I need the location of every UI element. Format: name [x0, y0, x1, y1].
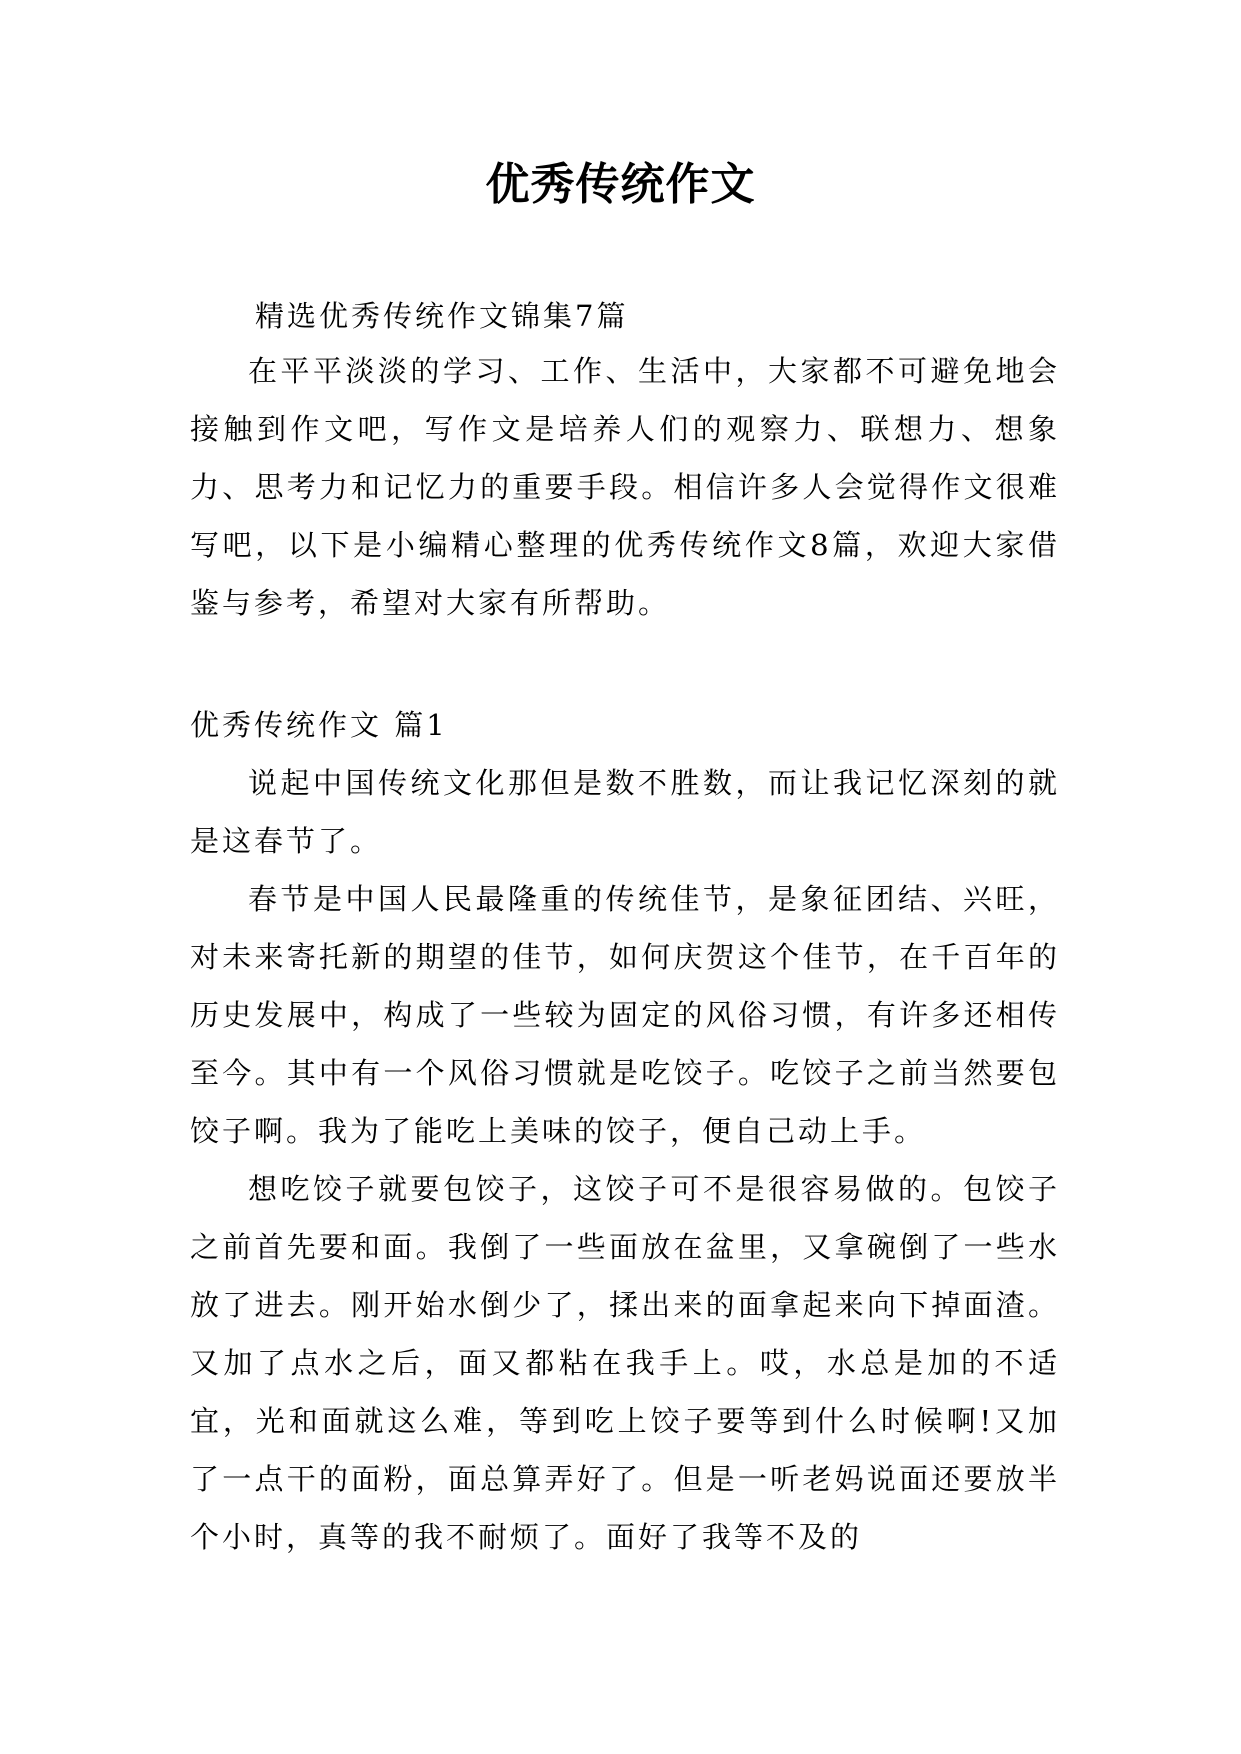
intro-section: [190, 342, 1060, 632]
essay-paragraph: 说起中国传统文化那但是数不胜数，而让我记忆深刻的就是这春节了。: [190, 766, 1060, 858]
essay-paragraph: 春节是中国人民最隆重的传统佳节，是象征团结、兴旺，对未来寄托新的期望的佳节，如何庆贺这个佳节，在千百年的历史发展中，构成了一些较为固定的风俗习惯，有许多还相传至今。其中有一个风俗习惯就是吃饺子。吃饺子之前当然要包饺子啊。我为了能吃上美味的饺子，便自己动上手。: [190, 882, 1060, 1148]
intro-paragraph: 在平平淡淡的学习、工作、生活中，大家都不可避免地会接触到作文吧，写作文是培养人们的观察力、联想力、想象力、思考力和记忆力的重要手段。相信许多人会觉得作文很难写吧，以下是小编精心整理的优秀传统作文8篇，欢迎大家借鉴与参考，希望对大家有所帮助。: [190, 354, 1060, 620]
essay-body: [190, 754, 1060, 1566]
section-heading: 优秀传统作文 篇1: [190, 708, 448, 742]
document-title: 优秀传统作文: [485, 159, 756, 210]
document-subtitle: 精选优秀传统作文锦集7篇: [255, 299, 629, 333]
essay-paragraph: 想吃饺子就要包饺子，这饺子可不是很容易做的。包饺子之前首先要和面。我倒了一些面放在盆里，又拿碗倒了一些水放了进去。刚开始水倒少了，揉出来的面拿起来向下掉面渣。又加了点水之后，面又都粘在我手上。哎，水总是加的不适宜，光和面就这么难，等到吃上饺子要等到什么时候啊!又加了一点干的面粉，面总算弄好了。但是一听老妈说面还要放半个小时，真等的我不耐烦了。面好了我等不及的: [190, 1172, 1060, 1554]
